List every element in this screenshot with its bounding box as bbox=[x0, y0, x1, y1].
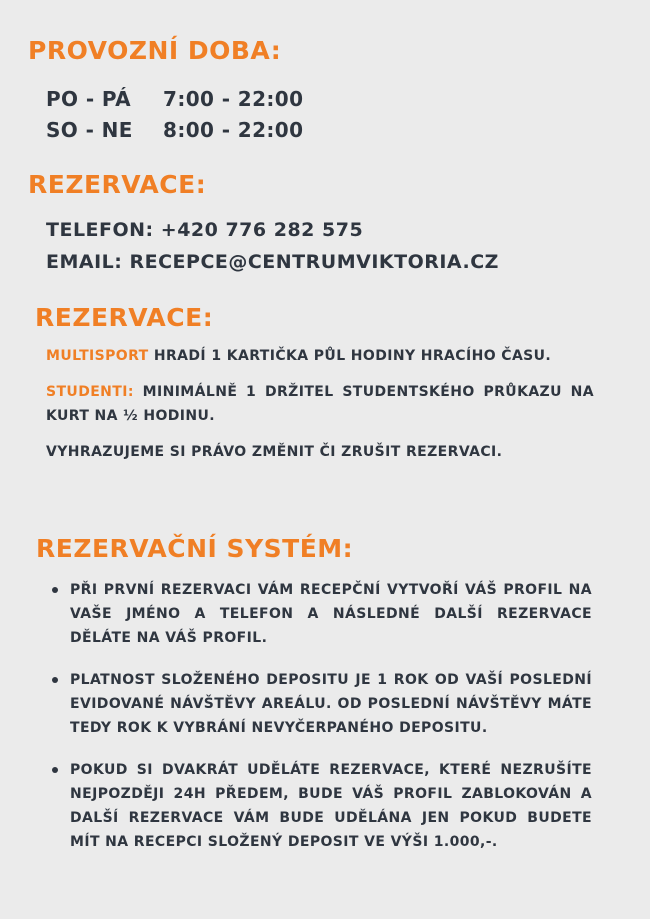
opening-hours-heading: PROVOZNÍ DOBA: bbox=[28, 36, 282, 65]
reservation-contact-heading: REZERVACE: bbox=[28, 170, 207, 199]
list-item bbox=[50, 758, 592, 854]
hours-days: SO - NE bbox=[46, 118, 133, 142]
list-item bbox=[50, 578, 592, 650]
multisport-rule bbox=[46, 344, 594, 368]
bullet-icon bbox=[52, 587, 58, 593]
reservation-contact bbox=[46, 214, 499, 278]
reservation-system-list bbox=[50, 578, 592, 872]
multisport-label: MULTISPORT bbox=[46, 348, 149, 364]
opening-hours-table bbox=[46, 84, 303, 146]
hours-time: 8:00 - 22:00 bbox=[163, 118, 304, 142]
bullet-icon bbox=[52, 677, 58, 683]
list-item-text: PLATNOST SLOŽENÉHO DEPOSITU JE 1 ROK OD VAŠÍ POSLEDNÍ EVIDOVANÉ NÁVŠTĚVY AREÁLU. OD POSLEDNÍ NÁVŠTĚVY MÁTE TEDY ROK K VYBRÁNÍ NEVYČERPANÉHO DEPOSITU. bbox=[70, 672, 592, 736]
students-text: MINIMÁLNĚ 1 DRŽITEL STUDENTSKÉHO PRŮKAZU NA KURT NA ½ HODINU. bbox=[46, 384, 594, 424]
hours-row-weekend bbox=[46, 115, 303, 146]
bullet-icon bbox=[52, 767, 58, 773]
reservation-system-heading: REZERVAČNÍ SYSTÉM: bbox=[36, 534, 354, 563]
hours-days: PO - PÁ bbox=[46, 87, 131, 111]
email-line: EMAIL: RECEPCE@CENTRUMVIKTORIA.CZ bbox=[46, 251, 499, 273]
list-item bbox=[50, 668, 592, 740]
multisport-text: HRADÍ 1 KARTIČKA PŮL HODINY HRACÍHO ČASU. bbox=[148, 348, 552, 364]
list-item-text: PŘI PRVNÍ REZERVACI VÁM RECEPČNÍ VYTVOŘÍ VÁŠ PROFIL NA VAŠE JMÉNO A TELEFON A NÁSLEDNÉ DALŠÍ REZERVACE DĚLÁTE NA VÁŠ PROFIL. bbox=[70, 582, 592, 646]
hours-row-weekdays bbox=[46, 84, 303, 115]
students-label: STUDENTI: bbox=[46, 384, 134, 400]
reservation-rules bbox=[46, 344, 594, 476]
reservation-notice: VYHRAZUJEME SI PRÁVO ZMĚNIT ČI ZRUŠIT REZERVACI. bbox=[46, 444, 503, 460]
hours-time: 7:00 - 22:00 bbox=[163, 87, 304, 111]
reservation-rules-heading: REZERVACE: bbox=[35, 303, 214, 332]
list-item-text: POKUD SI DVAKRÁT UDĚLÁTE REZERVACE, KTERÉ NEZRUŠÍTE NEJPOZDĚJI 24H PŘEDEM, BUDE VÁŠ PROFIL ZABLOKOVÁN A DALŠÍ REZERVACE VÁM BUDE UDĚLÁNA JEN POKUD BUDETE MÍT NA RECEPCI SLOŽENÝ DEPOSIT VE VÝŠI 1.000,-. bbox=[70, 762, 592, 850]
phone-line: TELEFON: +420 776 282 575 bbox=[46, 219, 364, 241]
students-rule bbox=[46, 380, 594, 428]
